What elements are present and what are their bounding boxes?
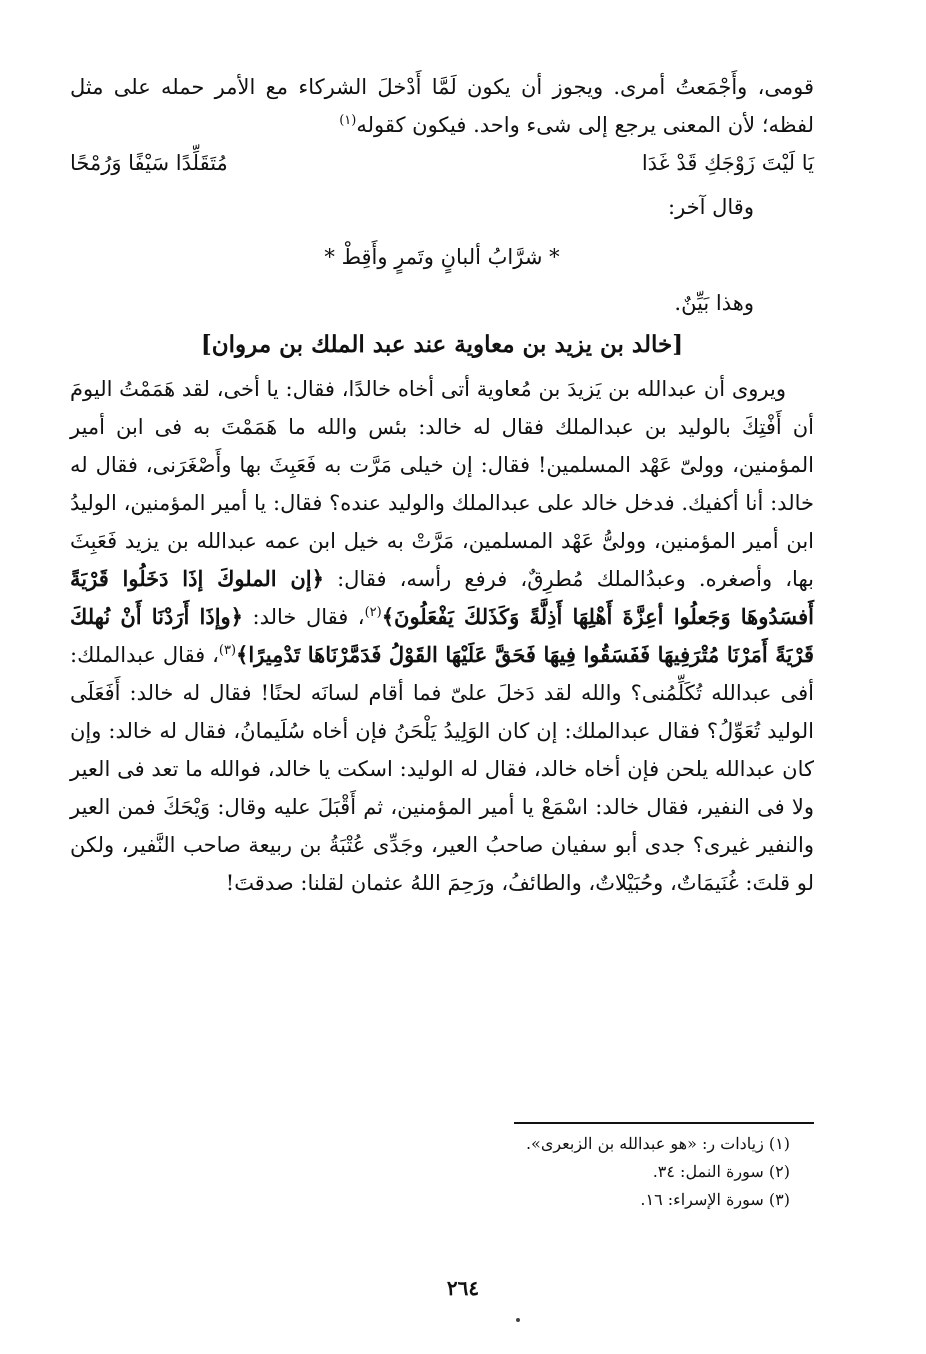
page-number: ٢٦٤ [446,1276,480,1300]
footnotes [370,1130,790,1214]
intro-text: قومى، وأَجْمَعتُ أمرى. ويجوز أن يكون لَمَّا أَدْخلَ الشركاء مع الأمر حمله على مثل لفظه؛ لأن المعنى يرجع إلى شىء واحد. فيكون كقوله [70,75,814,137]
paragraph-text-2: ، فقال خالد: [252,605,365,629]
body-text [70,68,814,902]
section-heading: [خالد بن يزيد بن معاوية عند عبد الملك بن مروان] [200,331,684,358]
scan-speck [516,1318,520,1322]
footnote-mark-3: (٣) [218,643,237,658]
footnote-1: (١) زيادات ر: «هو عبدالله بن الزبعرى». [525,1134,790,1153]
paragraph-text-3: ، فقال عبدالملك: أفى عبدالله تُكَلِّمُنى؟ والله لقد دَخلَ علىّ فما أقام لسانَه لحنًا! فقال له خالد: أَفَعَلَى الوليد تُعَوِّلُ؟ فقال عبدالملك: إن كان الوَلِيدُ يَلْحَنُ فإن أخاه سُلَيمانُ، فقال له خالد: وإن كان عبدالله يلحن فإن أخاه خالد، فقال له الوليد: اسكت يا خالد، فوالله ما تعد فى العير ولا فى النفير، فقال خالد: اسْمَعْ يا أمير المؤمنين، ثم أَقْبَلَ عليه وقال: وَيْحَكَ فمن العير والنفير غيرى؟ جدى أبو سفيان صاحبُ العير، وجَدِّى عُتْبَةُ بن ربيعة صاحب النَّفير، ولكن لو قلتَ: غُنَيمَاتٌ، وحُبَيْلاتٌ، والطائفُ، ورَحِمَ اللهُ عثمان لقلنا: صدقتَ! [70,643,814,895]
verse2-outro: وهذا بَيِّنٌ. [674,291,754,315]
verse-hemistich-first: يَا لَيْتَ زَوْجَكِ قَدْ غَدَا [641,151,814,175]
main-paragraph [70,370,814,902]
verse-hemistich-second: مُتَقَلِّدًا سَيْفًا وَرُمْحًا [70,151,228,175]
quran-quote-2: ﴿وإذَا أَرَدْنَا أَنْ نُهلكَ قَرْيَةً أَمَرْنَا مُتْرَفِيهَا فَفَسَقُوا فِيهَا فَحَقَّ عَلَيْهَا القَوْلُ فَدَمَّرْنَاهَا تَدْمِيرًا﴾ [70,604,815,667]
footnote-3: (٣) سورة الإسراء: ١٦. [640,1190,790,1209]
footnote-mark-2: (٢) [364,605,382,620]
quran-quote-1: ﴿إن الملوكَ إذَا دَخَلُوا قَرْيَةً أَفسَدُوهَا وَجَعلُوا أعِزَّةَ أَهْلِهَا أَذِلَّةً وَكَذَلكَ يَفْعَلُونَ﴾ [70,566,814,629]
verse-line [70,144,814,182]
verse2-intro: وقال آخر: [668,195,754,219]
footnote-divider [514,1122,814,1124]
intro-paragraph [70,68,814,144]
footnote-mark: (١) [339,113,357,128]
paragraph-text-1: ويروى أن عبدالله بن يَزيدَ بن مُعاوية أتى أخاه خالدًا، فقال: يا أخى، لقد هَمَمْتُ اليومَ أن أَفْتِكَ بالوليد بن عبدالملك فقال له خالد: بئس والله ما هَمَمْتَ به فى ابن أمير المؤمنين، وولىّ عَهْد المسلمين! فقال: إن خيلى مَرَّت به فَعَبِثَ بها وأَصْغَرَنى، فقال له خالد: أنا أكفيك. فدخل خالد على عبدالملك والوليد عنده؟ فقال: يا أمير المؤمنين، الوليدُ ابن أمير المؤمنين، وولىُّ عَهْد المسلمين، مَرَّتْ به خيل ابن عمه عبدالله بن يزيد فَعَبِثَ بها، وأصغره. وعبدُالملك مُطرِقٌ، فرفع رأسه، فقال: [70,377,814,591]
footnote-2: (٢) سورة النمل: ٣٤. [652,1162,790,1181]
verse2: * شرَّابُ ألبانٍ وتَمرٍ وأَقِطْ * [324,245,560,269]
